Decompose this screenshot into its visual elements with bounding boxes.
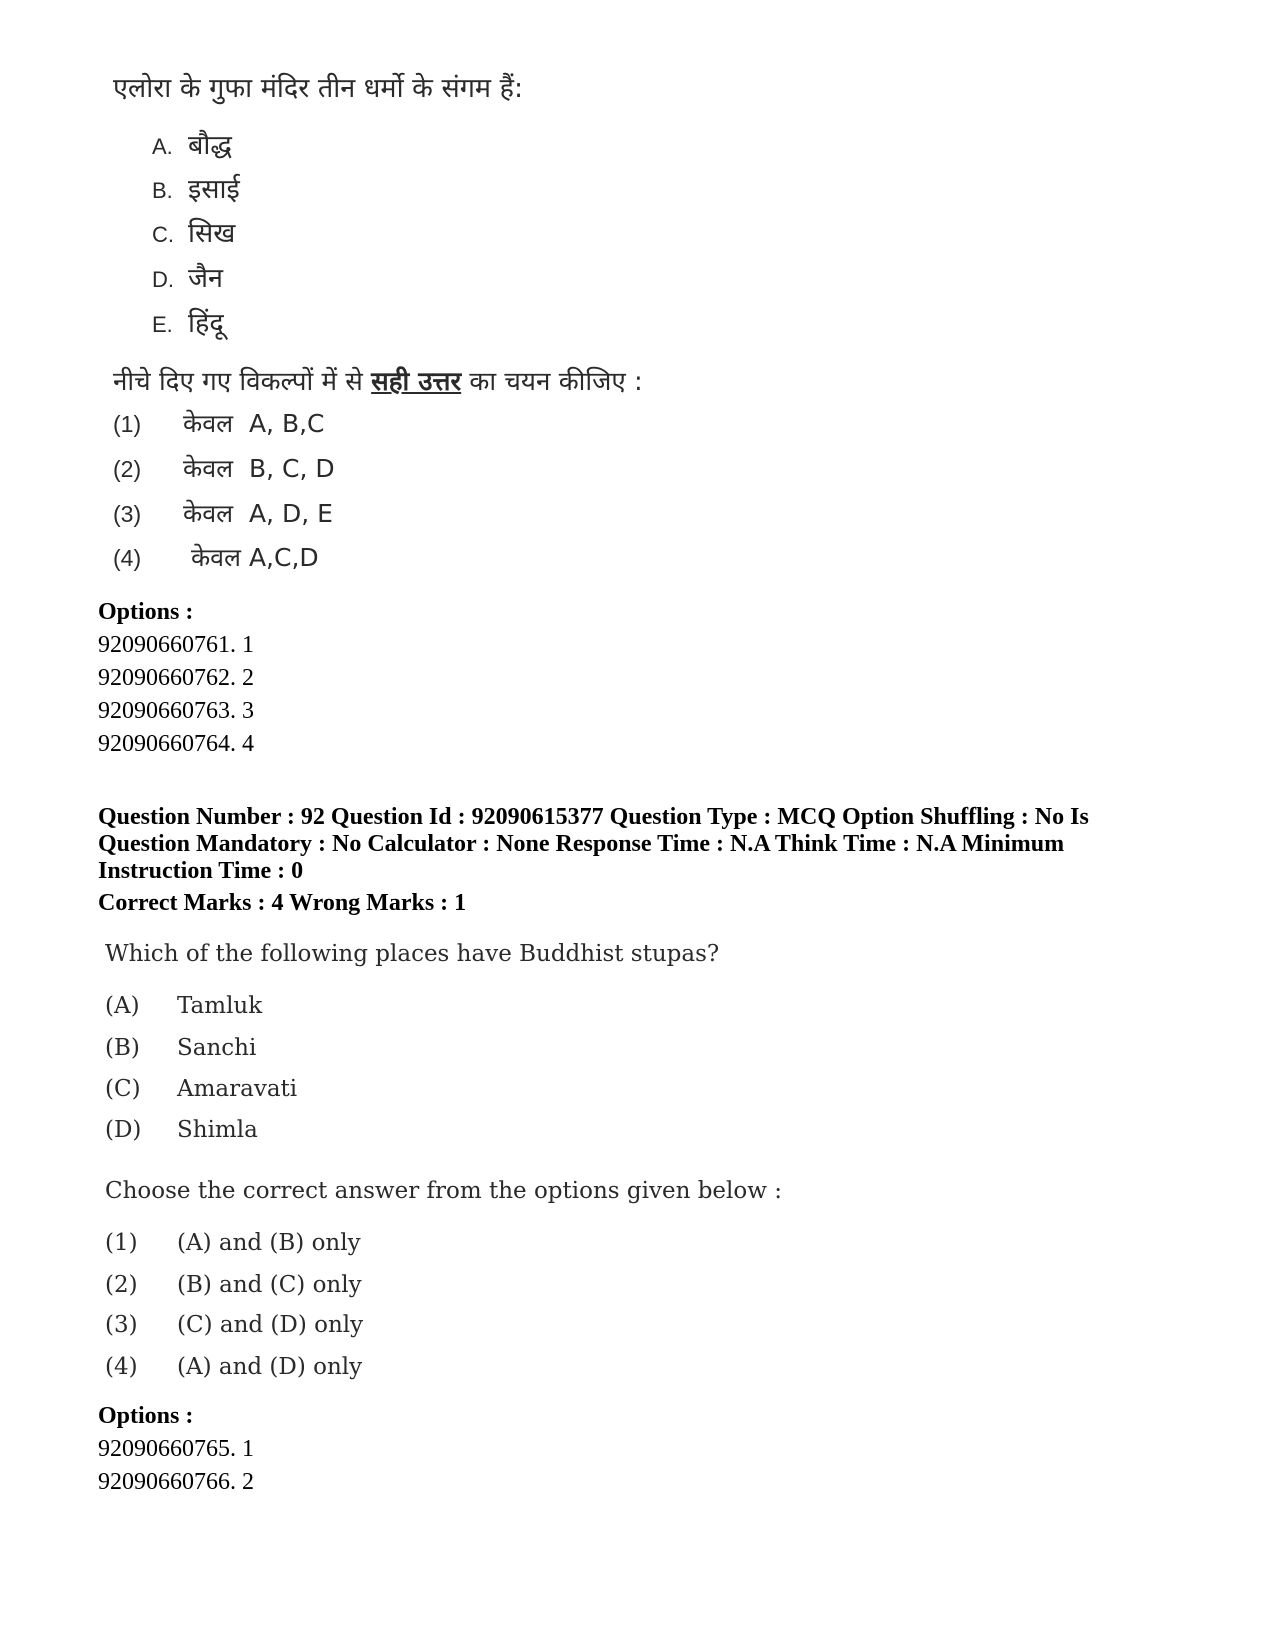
q91-choice-text: केवल B, C, D (183, 454, 335, 483)
q91-item-text: हिंदू (188, 308, 224, 339)
q92-choice-4 (105, 1354, 362, 1380)
option-line: 92090660762. 2 (98, 665, 254, 691)
q92-meta-line: Question Mandatory : No Calculator : None Response Time : N.A Think Time : N.A Minimum (98, 831, 1065, 857)
q91-item-d (152, 258, 223, 295)
q91-item-text: सिख (188, 218, 236, 249)
q92-choice-text: (A) and (D) only (177, 1354, 363, 1380)
q91-stem: एलोरा के गुफा मंदिर तीन धर्मो के संगम हैं: (113, 73, 524, 104)
q92-choice-text: (A) and (B) only (177, 1230, 361, 1256)
q91-choice-4 (113, 540, 319, 574)
q92-choice-text: (C) and (D) only (177, 1312, 364, 1338)
q91-choice-number: (1) (113, 411, 142, 437)
q91-options (98, 596, 254, 761)
q92-item-text: Tamluk (177, 993, 263, 1019)
q92-item-label: (D) (105, 1117, 142, 1143)
q92-metadata (98, 804, 1198, 917)
q92-item-label: (A) (105, 993, 140, 1019)
q91-choice-2 (113, 451, 335, 485)
q92-item-d (105, 1117, 258, 1143)
q92-item-text: Sanchi (177, 1035, 257, 1061)
option-line: 92090660766. 2 (98, 1469, 254, 1495)
q91-item-label: E. (152, 312, 173, 337)
q91-choice-text: केवल A, D, E (183, 499, 333, 528)
q91-item-b (152, 169, 240, 206)
q92-choice-1 (105, 1230, 361, 1256)
q92-choice-number: (2) (105, 1272, 138, 1298)
q92-item-c (105, 1076, 297, 1102)
option-line: 92090660761. 1 (98, 632, 254, 658)
q92-item-text: Amaravati (177, 1076, 298, 1102)
q91-item-label: D. (152, 267, 174, 292)
q92-options (98, 1400, 254, 1499)
q91-choice-number: (3) (113, 501, 142, 527)
q91-choice-1 (113, 406, 325, 440)
q92-item-text: Shimla (177, 1117, 258, 1143)
q92-choice-number: (3) (105, 1312, 138, 1338)
q91-item-text: इसाई (188, 174, 240, 205)
q91-item-text: जैन (188, 263, 224, 294)
q92-choice-number: (4) (105, 1354, 138, 1380)
q91-choice-text: केवल A, B,C (183, 409, 325, 438)
option-line: 92090660763. 3 (98, 698, 254, 724)
q91-choice-text: केवल A,C,D (183, 543, 319, 572)
q91-instruction-pre: नीचे दिए गए विकल्पों में से (113, 367, 372, 397)
q91-item-label: C. (152, 222, 174, 247)
q91-choice-3 (113, 496, 333, 530)
q91-item-e (152, 303, 224, 340)
q91-item-a (152, 125, 232, 162)
option-line: 92090660764. 4 (98, 731, 254, 757)
q92-item-label: (B) (105, 1035, 140, 1061)
q91-choice-number: (4) (113, 545, 142, 571)
q91-instruction-post: का चयन कीजिए : (461, 367, 643, 397)
options-heading: Options : (98, 599, 194, 625)
option-line: 92090660765. 1 (98, 1436, 254, 1462)
q92-choice-number: (1) (105, 1230, 138, 1256)
q92-meta-line: Question Number : 92 Question Id : 92090615377 Question Type : MCQ Option Shuffling : No Is (98, 804, 1089, 830)
options-heading: Options : (98, 1403, 194, 1429)
q92-stem: Which of the following places have Buddhist stupas? (105, 941, 720, 967)
q91-choice-number: (2) (113, 456, 142, 482)
q92-item-b (105, 1035, 256, 1061)
q92-item-a (105, 993, 262, 1019)
q92-marks: Correct Marks : 4 Wrong Marks : 1 (98, 890, 467, 916)
q91-instruction-emphasis: सही उत्तर (371, 367, 462, 397)
q91-instruction (113, 362, 643, 398)
q91-item-label: A. (152, 134, 173, 159)
q91-item-text: बौद्ध (188, 130, 232, 161)
q91-item-label: B. (152, 178, 173, 203)
q92-instruction: Choose the correct answer from the options given below : (105, 1178, 782, 1204)
q92-choice-3 (105, 1312, 363, 1338)
q92-choice-text: (B) and (C) only (177, 1272, 362, 1298)
q91-item-c (152, 213, 235, 250)
q92-meta-line: Instruction Time : 0 (98, 858, 304, 884)
q92-choice-2 (105, 1272, 362, 1298)
q92-item-label: (C) (105, 1076, 141, 1102)
